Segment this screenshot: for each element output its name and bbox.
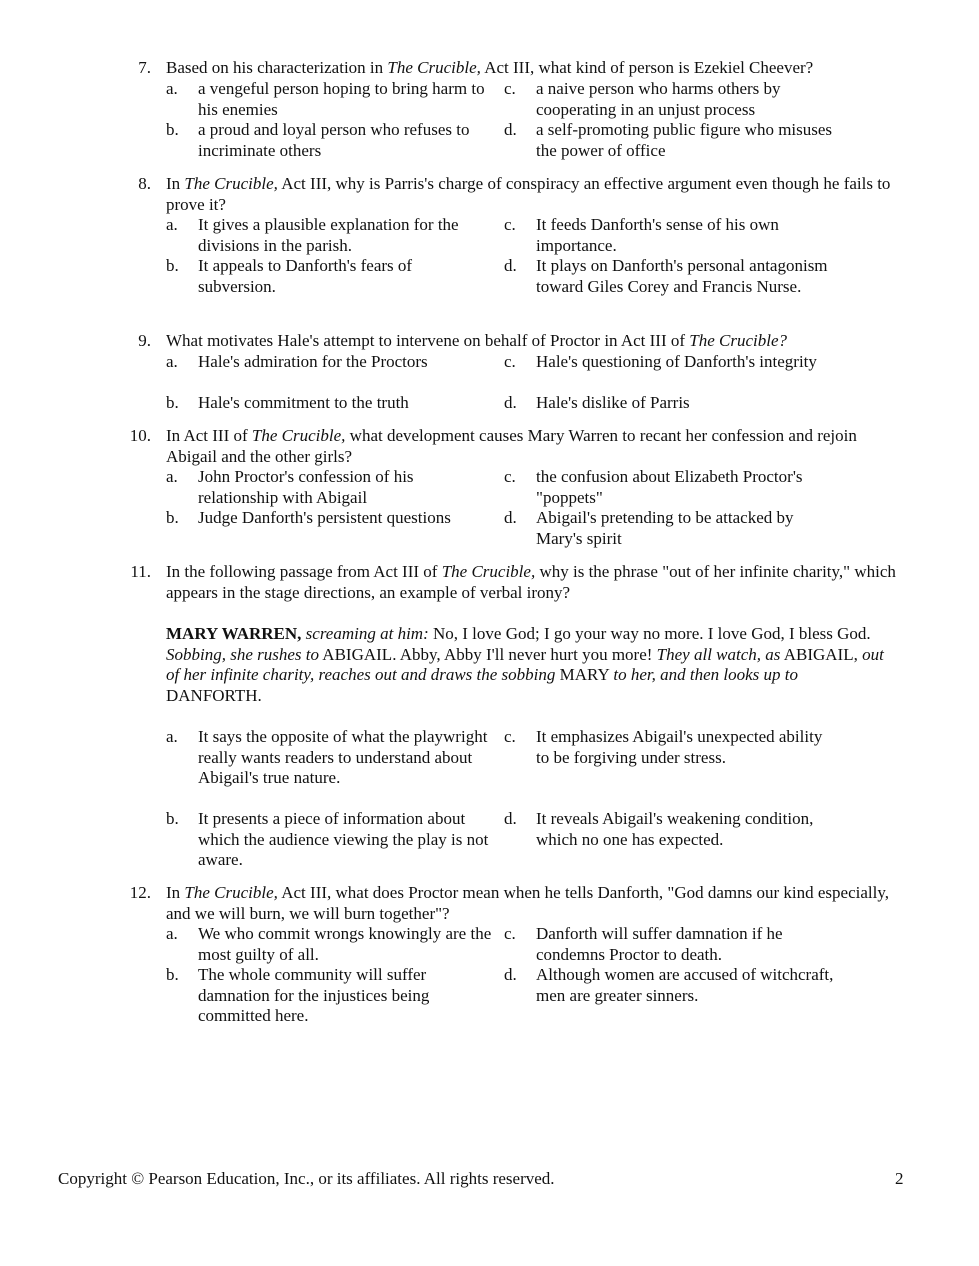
question-stem: In the following passage from Act III of The Crucible, why is the phrase "out of her infinite charity," which appears in the stage directions, an example of verbal irony? bbox=[166, 562, 896, 602]
question-number: 7. bbox=[138, 58, 151, 77]
question-number: 9. bbox=[138, 331, 151, 350]
question-number: 12. bbox=[129, 883, 151, 902]
question-stem: What motivates Hale's attempt to intervene on behalf of Proctor in Act III of The Crucible? bbox=[166, 331, 788, 350]
copyright-notice: Copyright © Pearson Education, Inc., or its affiliates. All rights reserved. bbox=[58, 1169, 555, 1188]
question-stem: In The Crucible, Act III, why is Parris's charge of conspiracy an effective argument even though he fails to prove it? bbox=[166, 174, 891, 214]
page-number: 2 bbox=[895, 1169, 904, 1188]
question-number: 11. bbox=[130, 562, 151, 581]
question-stem: In The Crucible, Act III, what does Proctor mean when he tells Danforth, "God damns our kind especially, and we will burn, we will burn together"? bbox=[166, 883, 889, 923]
question-number: 10. bbox=[129, 426, 151, 445]
question-stem: In Act III of The Crucible, what development causes Mary Warren to recant her confession and rejoin Abigail and the other girls? bbox=[166, 426, 857, 466]
question-stem: Based on his characterization in The Crucible, Act III, what kind of person is Ezekiel Cheever? bbox=[166, 58, 814, 77]
play-excerpt: MARY WARREN, screaming at him: No, I love God; I go your way no more. I love God, I bless God. Sobbing, she rushes to ABIGAIL. Abby, Abby I'll never hurt you more! They all watch, as ABIGAIL, out of her infinite charity, reaches out and draws the sobbing MARY to her, and then looks up to DANFORTH. bbox=[166, 624, 884, 705]
question-number: 8. bbox=[138, 174, 151, 193]
